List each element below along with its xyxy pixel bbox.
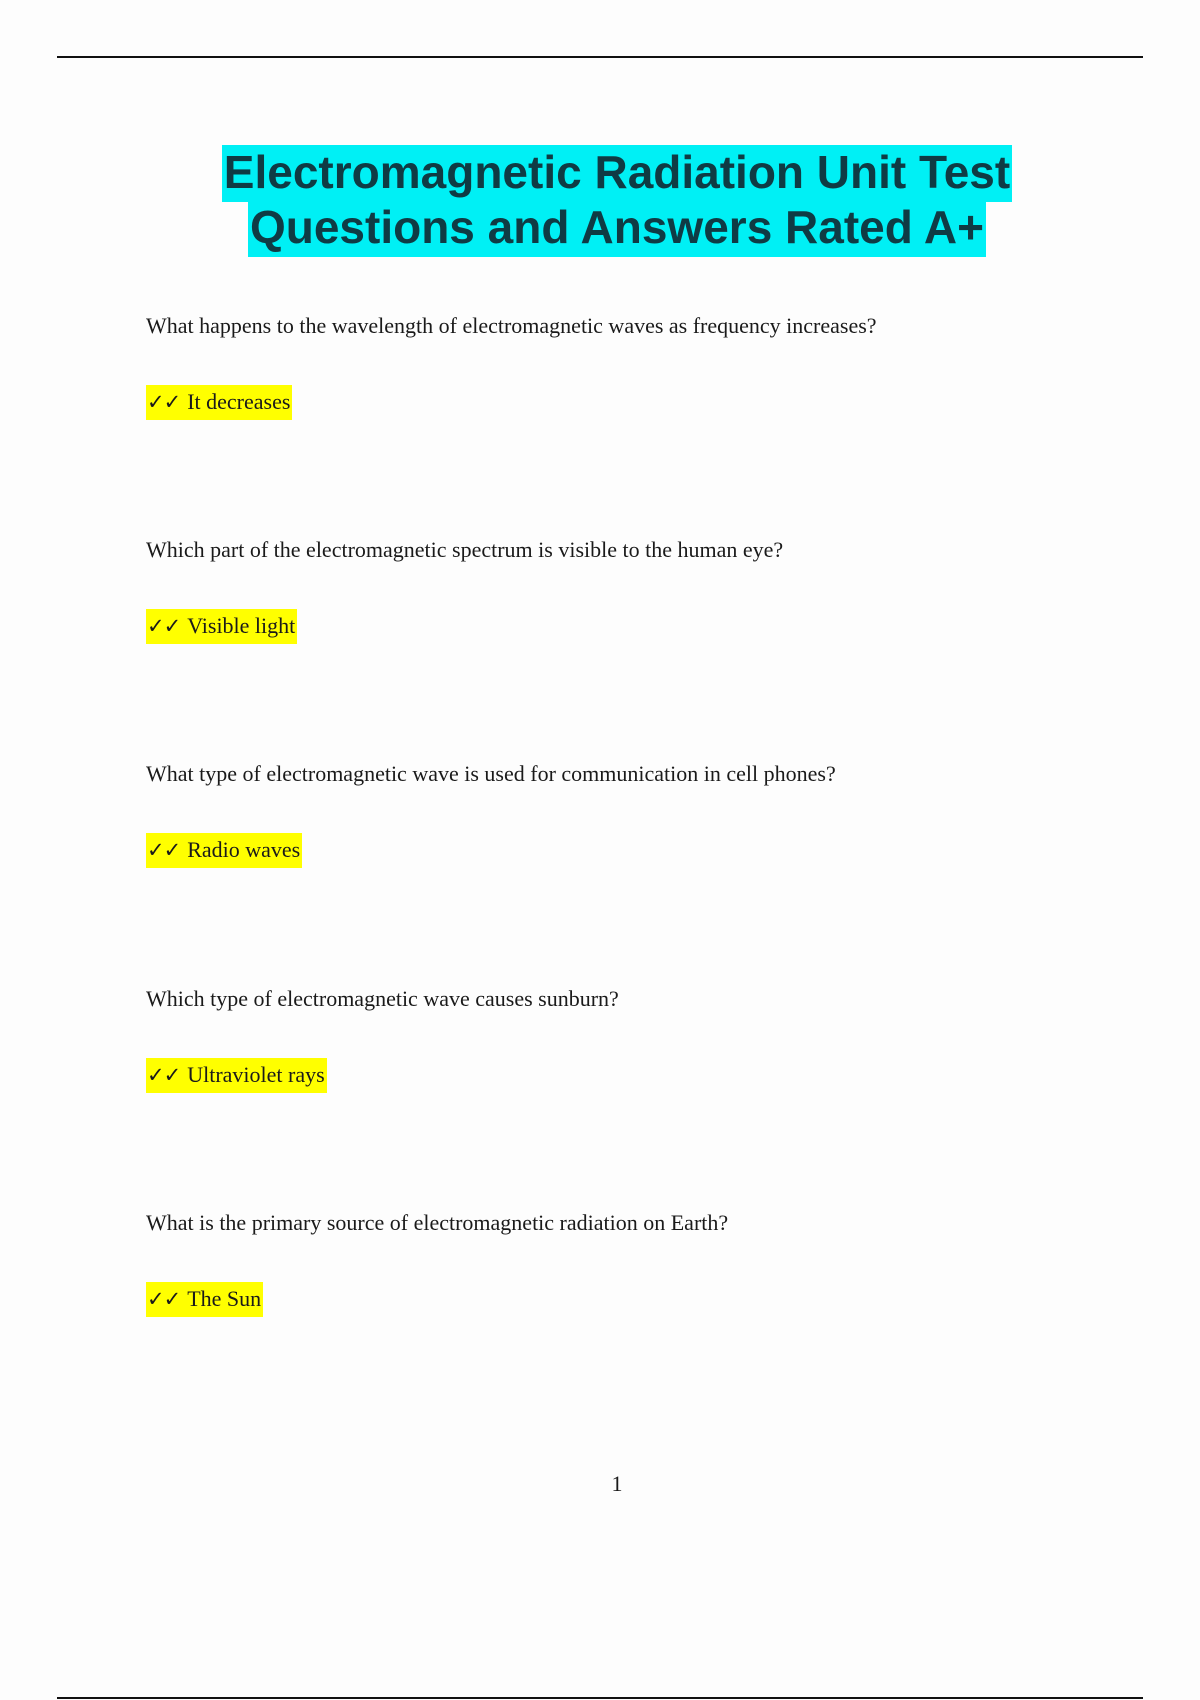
answer-highlight (146, 1282, 263, 1317)
question-text: What happens to the wavelength of electromagnetic waves as frequency increases? (146, 313, 877, 338)
question-text: Which type of electromagnetic wave causes sunburn? (146, 986, 619, 1011)
double-check-icon: ✓✓ (147, 1063, 181, 1087)
qa-item-1 (146, 312, 1126, 420)
double-check-icon: ✓✓ (147, 1287, 181, 1311)
answer-text: Ultraviolet rays (187, 1062, 325, 1087)
answer-highlight (146, 385, 292, 420)
footer-rule (57, 1697, 1143, 1699)
question-text: What type of electromagnetic wave is used for communication in cell phones? (146, 761, 836, 786)
double-check-icon: ✓✓ (147, 614, 181, 638)
question-text: What is the primary source of electromagnetic radiation on Earth? (146, 1210, 729, 1235)
answer-text: It decreases (187, 389, 291, 414)
double-check-icon: ✓✓ (147, 390, 181, 414)
title-line-2: Questions and Answers Rated A+ (248, 200, 986, 257)
answer-text: Visible light (187, 613, 296, 638)
answer-highlight (146, 833, 302, 868)
double-check-icon: ✓✓ (147, 838, 181, 862)
question-text: Which part of the electromagnetic spectrum is visible to the human eye? (146, 537, 784, 562)
answer-highlight (146, 1058, 327, 1093)
qa-item-4 (146, 985, 1126, 1093)
title-line-1: Electromagnetic Radiation Unit Test (222, 145, 1012, 202)
qa-item-3 (146, 760, 1126, 868)
qa-item-5 (146, 1209, 1126, 1317)
page-number: 1 (611, 1471, 623, 1496)
answer-highlight (146, 609, 297, 644)
answer-text: The Sun (187, 1286, 262, 1311)
header-rule (57, 56, 1143, 58)
answer-text: Radio waves (187, 837, 301, 862)
qa-item-2 (146, 536, 1126, 644)
document-title (0, 145, 1200, 255)
